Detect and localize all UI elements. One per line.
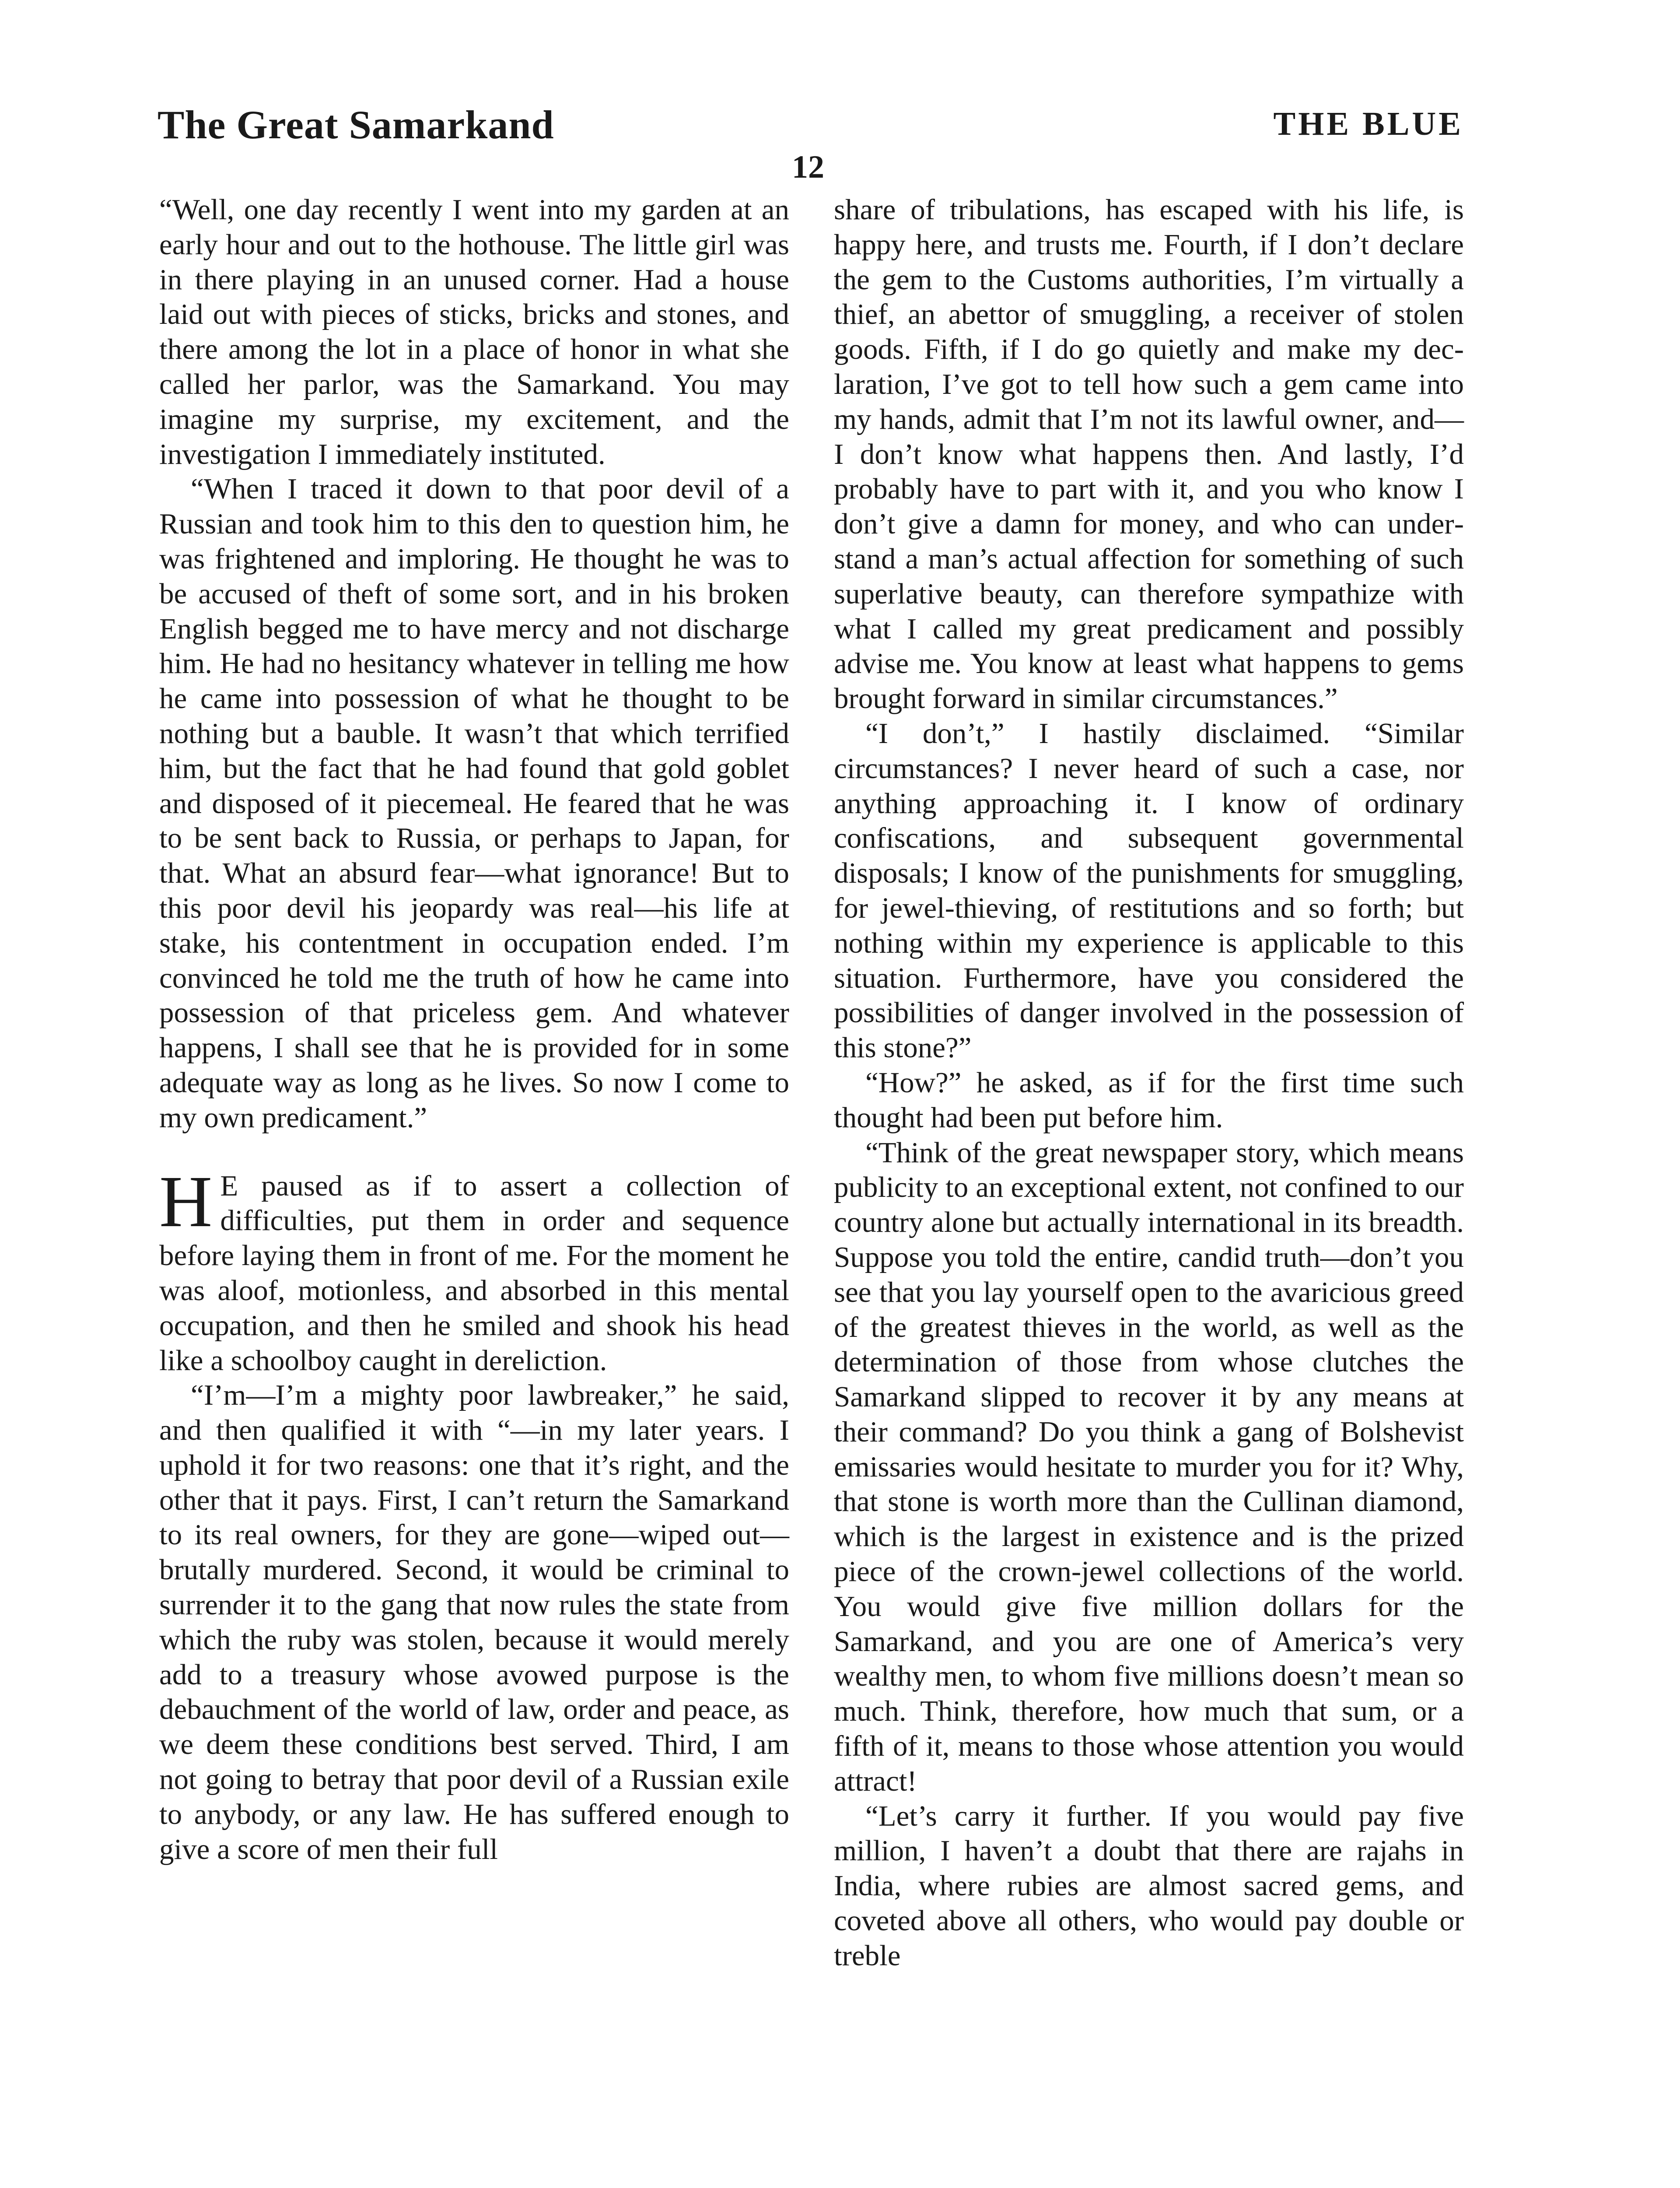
- paragraph: “When I traced it down to that poor devil of a Russian and took him to this den to question him, he was frightened and imploring. He thought he was to be accused of theft of some sort, and in his broken English begged me to have mercy and not discharge him. He had no hesitancy whatever in telling me how he came into possession of what he thought to be nothing but a bauble. It wasn’t that which terrified him, but the fact that he had found that gold goblet and disposed of it piecemeal. He feared that he was to be sent back to Russia, or perhaps to Japan, for that. What an absurd fear—what ignorance! But to this poor devil his jeopardy was real—his life at stake, his contentment in occupation ended. I’m convinced he told me the truth of how he came into possession of that priceless gem. And whatever happens, I shall see that he is provided for in some adequate way as long as he lives. So now I come to my own predicament.”: [159, 473, 789, 1134]
- paragraph: “Let’s carry it further. If you would pay five million, I haven’t a doubt that there are rajahs in India, where rubies are almost sacred gems, and coveted above all others, who would pay double or treble: [834, 1799, 1464, 1972]
- paragraph: share of tribulations, has escaped with his life, is happy here, and trusts me. Fourth, if I don’t declare the gem to the Customs authorities, I’m virtually a thief, an abettor of smuggling, a receiver of stolen goods. Fifth, if I do go quietly and make my declaration, I’ve got to tell how such a gem came into my hands, admit that I’m not its lawful owner, and—I don’t know what happens then. And lastly, I’d probably have to part with it, and you who know I don’t give a damn for money, and who can understand a man’s actual affection for something of such superlative beauty, can therefore sympathize with what I called my great predicament and possibly advise me. You know at least what happens to gems brought forward in similar circumstances.”: [834, 193, 1464, 715]
- left-column: [159, 193, 789, 1867]
- right-column: [834, 193, 1464, 1974]
- paragraph: “Well, one day recently I went into my garden at an early hour and out to the hothouse. The little girl was in there playing in an unused corner. Had a house laid out with pieces of sticks, bricks and stones, and there among the lot in a place of honor in what she called her parlor, was the Samarkand. You may imagine my surprise, my excitement, and the investigation I immediately instituted.: [159, 193, 789, 470]
- page-number: 12: [792, 149, 824, 185]
- running-title: The Great Samarkand: [158, 102, 554, 147]
- dropcap-letter: H: [159, 1161, 213, 1242]
- paragraph: “I don’t,” I hastily disclaimed. “Similar circumstances? I never heard of such a case, nor anything approaching it. I know of ordinary confiscations, and subsequent governmental disposals; I know of the punishments for smuggling, for jewel-thieving, of restitutions and so forth; but nothing within my experience is applicable to this situation. Furthermore, have you considered the possibilities of danger involved in the possession of this stone?”: [834, 717, 1464, 1064]
- dropcap-paragraph-text: E paused as if to assert a collection of difficulties, put them in order and sequence before laying them in front of me. For the moment he was aloof, motionless, and absorbed in this mental occupation, and then he smiled and shook his head like a schoolboy caught in dereliction.: [159, 1169, 789, 1377]
- paragraph: “How?” he asked, as if for the first time such thought had been put before him.: [834, 1066, 1464, 1134]
- section-break: [159, 1136, 789, 1169]
- magazine-name: THE BLUE: [1273, 105, 1463, 142]
- paragraph: “I’m—I’m a mighty poor lawbreaker,” he said, and then qualified it with “—in my later years. I uphold it for two reasons: one that it’s right, and the other that it pays. First, I can’t return the Samarkand to its real owners, for they are gone—wiped out—brutally murdered. Second, it would be criminal to surrender it to the gang that now rules the state from which the ruby was stolen, because it would merely add to a treasury whose avowed purpose is the debauchment of the world of law, order and peace, as we deem these conditions best served. Third, I am not going to betray that poor devil of a Russian exile to anybody, or any law. He has suffered enough to give a score of men their full: [159, 1379, 789, 1865]
- paragraph: “Think of the great newspaper story, which means publicity to an exceptional extent, not confined to our country alone but actually international in its breadth. Suppose you told the entire, candid truth—don’t you see that you lay yourself open to the avaricious greed of the greatest thieves in the world, as well as the determination of those from whose clutches the Samarkand slipped to recover it by any means at their command? Do you think a gang of Bolshevist emissaries would hesitate to murder you for it? Why, that stone is worth more than the Cullinan diamond, which is the largest in existence and is the prized piece of the crown-jewel collections of the world. You would give five million dollars for the Samarkand, and you are one of America’s very wealthy men, to whom five millions doesn’t mean so much. Think, therefore, how much that sum, or a fifth of it, means to those whose attention you would attract!: [834, 1136, 1464, 1797]
- dropcap-paragraph: [159, 1161, 789, 1378]
